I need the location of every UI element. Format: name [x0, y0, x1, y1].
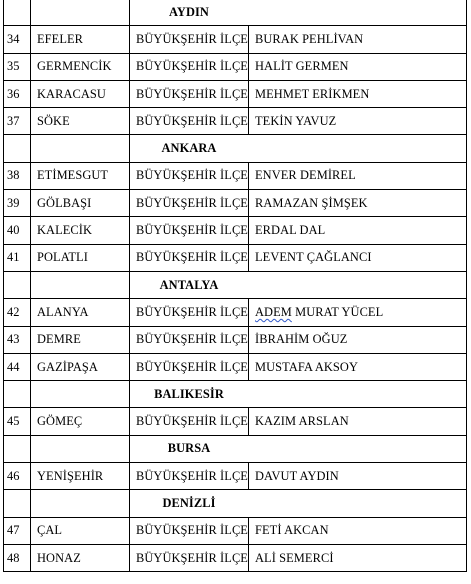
blank-cell — [31, 490, 130, 517]
district-type: BÜYÜKŞEHİR İLÇE — [130, 190, 249, 217]
district-name: KALECİK — [31, 217, 130, 244]
candidate-name: İBRAHİM OĞUZ — [249, 326, 467, 353]
blank-cell — [31, 0, 130, 26]
district-type: BÜYÜKŞEHİR İLÇE — [130, 326, 249, 353]
table-row — [4, 244, 467, 271]
table-row — [4, 26, 467, 53]
table-row — [4, 463, 467, 490]
district-type: BÜYÜKŞEHİR İLÇE — [130, 517, 249, 544]
table-row — [4, 517, 467, 544]
district-name: ETİMESGUT — [31, 162, 130, 189]
district-name: EFELER — [31, 26, 130, 53]
blank-cell — [249, 435, 467, 462]
row-number: 37 — [4, 108, 31, 135]
candidate-name: DAVUT AYDIN — [249, 463, 467, 490]
district-name: GÖMEÇ — [31, 408, 130, 435]
district-name: POLATLI — [31, 244, 130, 271]
row-number: 41 — [4, 244, 31, 271]
district-name: GAZİPAŞA — [31, 353, 130, 380]
candidate-name: RAMAZAN ŞİMŞEK — [249, 190, 467, 217]
candidate-name: TEKİN YAVUZ — [249, 108, 467, 135]
candidate-name — [249, 299, 467, 326]
candidate-name: KAZIM ARSLAN — [249, 408, 467, 435]
province-name: BALIKESİR — [130, 381, 249, 408]
district-name: SÖKE — [31, 108, 130, 135]
district-name: GERMENCİK — [31, 53, 130, 80]
district-type: BÜYÜKŞEHİR İLÇE — [130, 108, 249, 135]
province-name: BURSA — [130, 435, 249, 462]
blank-cell — [249, 271, 467, 298]
table-row — [4, 53, 467, 80]
blank-cell — [249, 490, 467, 517]
row-number: 38 — [4, 162, 31, 189]
blank-cell — [31, 135, 130, 162]
row-number: 47 — [4, 517, 31, 544]
table-row — [4, 353, 467, 380]
row-number: 43 — [4, 326, 31, 353]
candidate-name: MUSTAFA AKSOY — [249, 353, 467, 380]
district-type: BÜYÜKŞEHİR İLÇE — [130, 244, 249, 271]
province-header-row — [4, 435, 467, 462]
district-name: GÖLBAŞI — [31, 190, 130, 217]
blank-cell — [31, 381, 130, 408]
table-row — [4, 80, 467, 107]
row-number: 39 — [4, 190, 31, 217]
blank-cell — [249, 135, 467, 162]
table-row — [4, 217, 467, 244]
province-header-row — [4, 381, 467, 408]
blank-cell — [249, 381, 467, 408]
blank-cell — [4, 490, 31, 517]
row-number: 46 — [4, 463, 31, 490]
table-row — [4, 190, 467, 217]
district-name: HONAZ — [31, 544, 130, 571]
district-name: ÇAL — [31, 517, 130, 544]
candidate-name: FETİ AKCAN — [249, 517, 467, 544]
province-header-row — [4, 490, 467, 517]
district-name: YENİŞEHİR — [31, 463, 130, 490]
blank-cell — [4, 271, 31, 298]
province-name: ANTALYA — [130, 271, 249, 298]
district-name: KARACASU — [31, 80, 130, 107]
blank-cell — [4, 135, 31, 162]
province-header-row — [4, 271, 467, 298]
province-header-row — [4, 135, 467, 162]
district-type: BÜYÜKŞEHİR İLÇE — [130, 80, 249, 107]
candidate-name: ERDAL DAL — [249, 217, 467, 244]
province-name: DENİZLİ — [130, 490, 249, 517]
candidate-name: BURAK PEHLİVAN — [249, 26, 467, 53]
district-type: BÜYÜKŞEHİR İLÇE — [130, 26, 249, 53]
row-number: 44 — [4, 353, 31, 380]
table-row — [4, 326, 467, 353]
table-row — [4, 408, 467, 435]
blank-cell — [31, 435, 130, 462]
district-type: BÜYÜKŞEHİR İLÇE — [130, 544, 249, 571]
province-header-row — [4, 0, 467, 26]
province-name: ANKARA — [130, 135, 249, 162]
candidate-name-rest: MURAT YÜCEL — [291, 304, 384, 319]
table-row — [4, 299, 467, 326]
row-number: 40 — [4, 217, 31, 244]
candidate-name: HALİT GERMEN — [249, 53, 467, 80]
district-type: BÜYÜKŞEHİR İLÇE — [130, 162, 249, 189]
candidate-name: ENVER DEMİREL — [249, 162, 467, 189]
row-number: 36 — [4, 80, 31, 107]
table-row — [4, 162, 467, 189]
district-name: ALANYA — [31, 299, 130, 326]
candidate-name: MEHMET ERİKMEN — [249, 80, 467, 107]
blank-cell — [31, 271, 130, 298]
blank-cell — [249, 0, 467, 26]
blank-cell — [4, 435, 31, 462]
table-row — [4, 544, 467, 571]
candidate-name: ALİ SEMERCİ — [249, 544, 467, 571]
district-type: BÜYÜKŞEHİR İLÇE — [130, 353, 249, 380]
row-number: 45 — [4, 408, 31, 435]
district-name: DEMRE — [31, 326, 130, 353]
row-number: 34 — [4, 26, 31, 53]
district-type: BÜYÜKŞEHİR İLÇE — [130, 463, 249, 490]
blank-cell — [4, 0, 31, 26]
row-number: 35 — [4, 53, 31, 80]
district-type: BÜYÜKŞEHİR İLÇE — [130, 408, 249, 435]
blank-cell — [4, 381, 31, 408]
spellcheck-underlined-word: ADEM — [255, 304, 292, 319]
province-name: AYDIN — [130, 0, 249, 26]
candidates-table — [3, 0, 467, 572]
district-type: BÜYÜKŞEHİR İLÇE — [130, 299, 249, 326]
row-number: 42 — [4, 299, 31, 326]
district-type: BÜYÜKŞEHİR İLÇE — [130, 217, 249, 244]
district-type: BÜYÜKŞEHİR İLÇE — [130, 53, 249, 80]
row-number: 48 — [4, 544, 31, 571]
table-row — [4, 108, 467, 135]
candidate-name: LEVENT ÇAĞLANCI — [249, 244, 467, 271]
